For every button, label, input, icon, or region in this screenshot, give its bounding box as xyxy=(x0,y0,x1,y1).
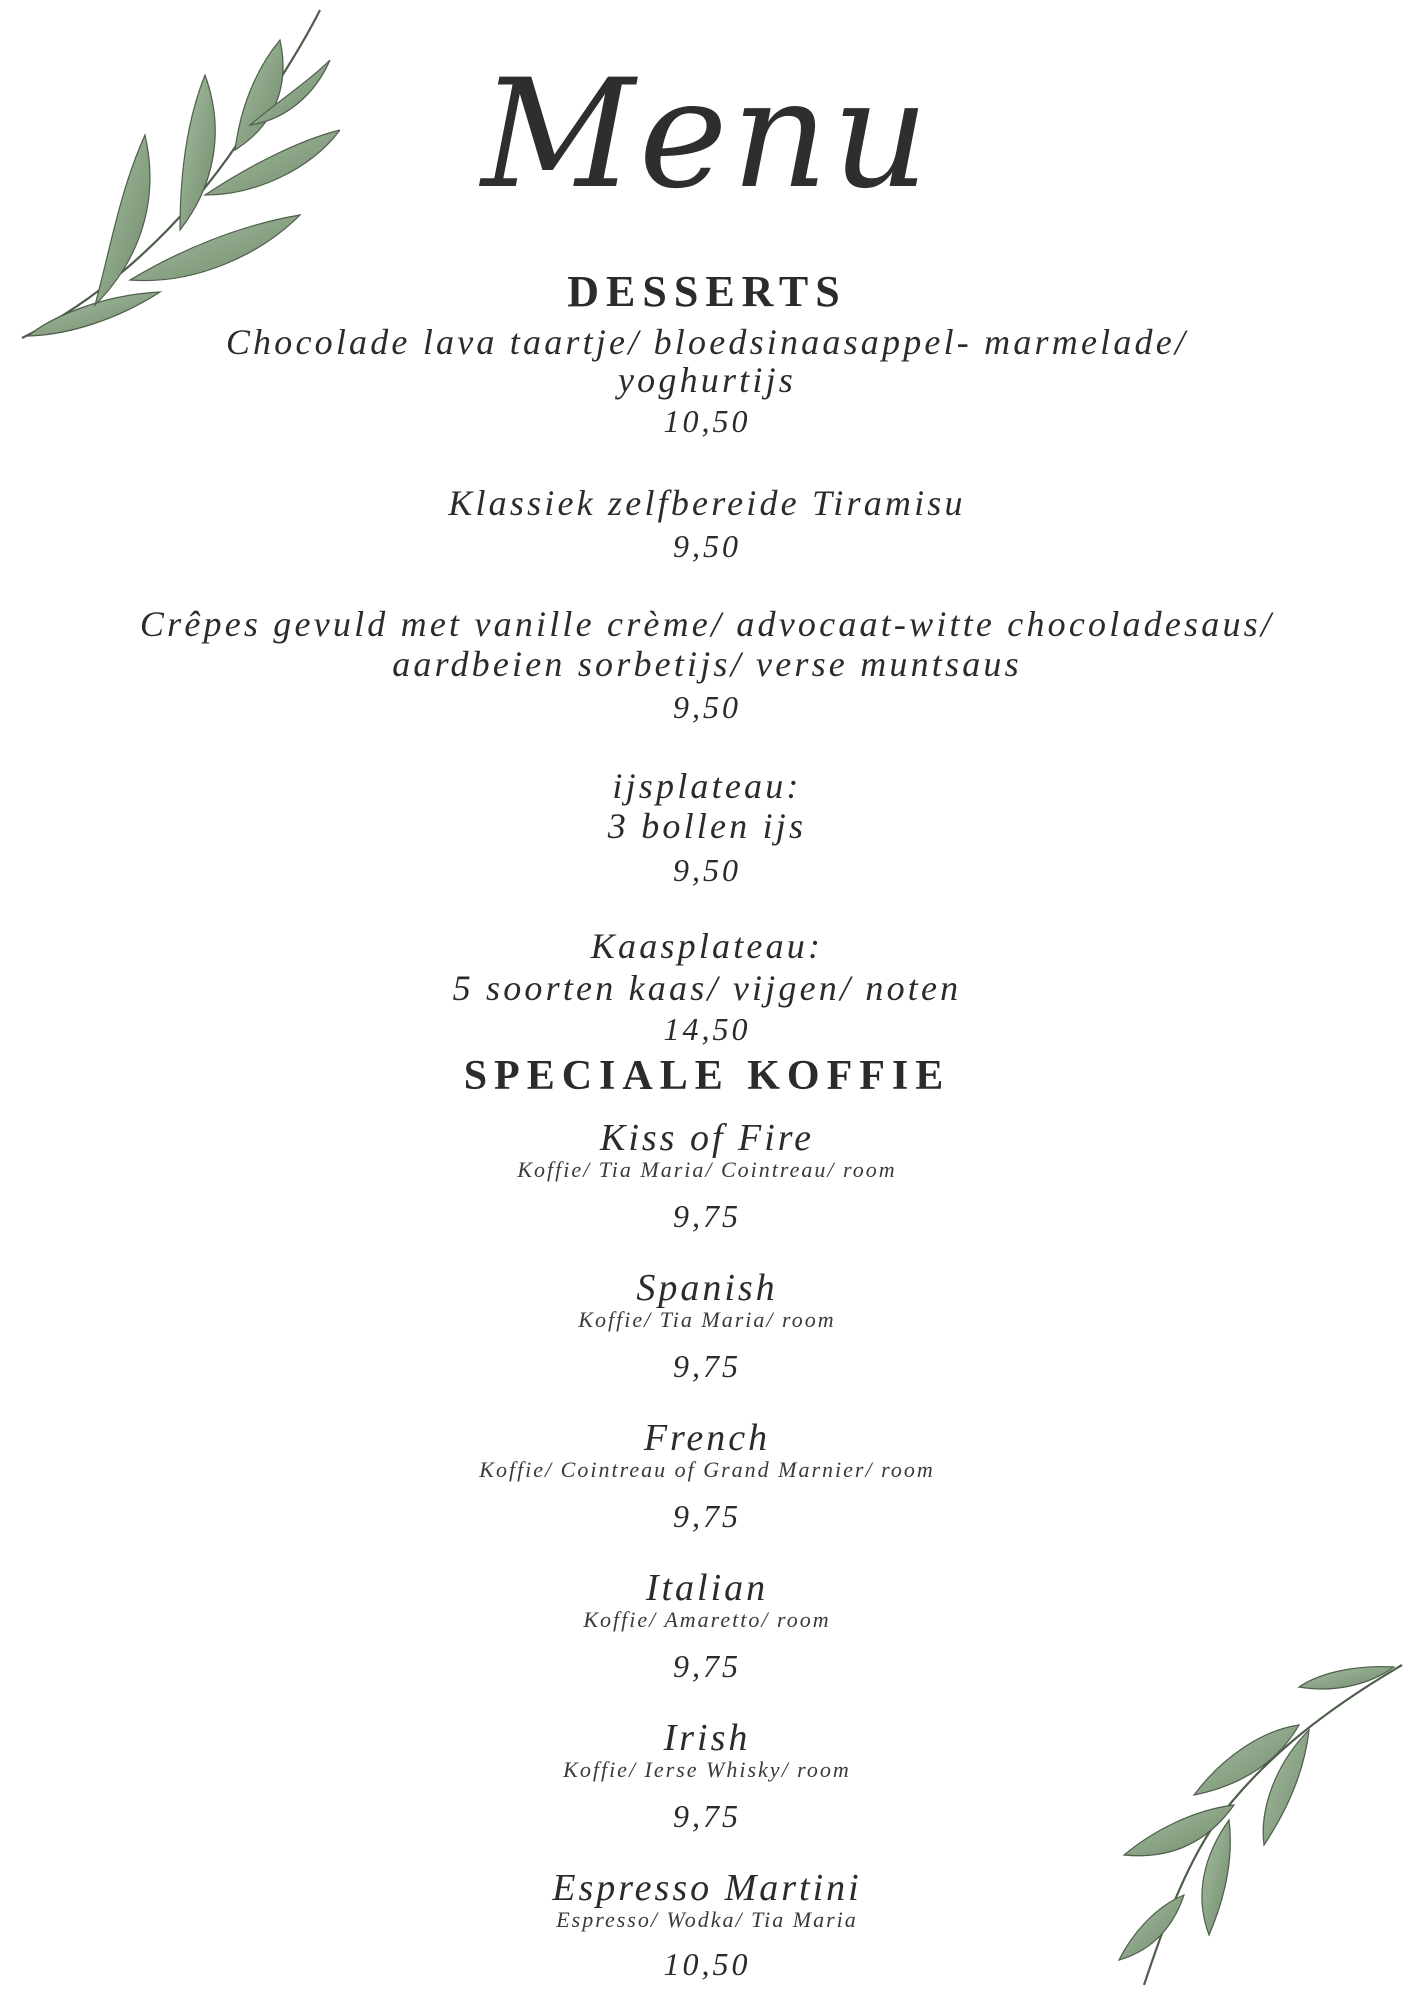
coffee-item-description: Koffie/ Amaretto/ room xyxy=(583,1607,831,1632)
coffee-item-description: Koffie/ Cointreau of Grand Marnier/ room xyxy=(479,1457,935,1482)
dessert-item-line: Crêpes gevuld met vanille crème/ advocaat-witte chocoladesaus/ xyxy=(139,604,1275,644)
dessert-item-line: ijsplateau: xyxy=(612,766,802,806)
dessert-item-price: 10,50 xyxy=(663,403,751,439)
dessert-item-line: 3 bollen ijs xyxy=(607,806,807,846)
coffee-item-name: Espresso Martini xyxy=(552,1867,862,1909)
coffee-item-price: 9,75 xyxy=(673,1798,741,1834)
coffee-item-price: 9,75 xyxy=(673,1498,741,1534)
dessert-item-line: aardbeien sorbetijs/ verse muntsaus xyxy=(392,644,1022,684)
coffee-item-price: 9,75 xyxy=(673,1198,741,1234)
section-heading-desserts: DESSERTS xyxy=(567,267,847,316)
coffee-item-name: Irish xyxy=(663,1717,751,1759)
coffee-item-name: French xyxy=(643,1417,771,1459)
coffee-item-price: 9,75 xyxy=(673,1648,741,1684)
dessert-item-price: 9,50 xyxy=(673,528,741,564)
dessert-item-line: yoghurtijs xyxy=(617,360,796,400)
coffee-item-description: Koffie/ Tia Maria/ room xyxy=(578,1307,836,1332)
dessert-item-line: Chocolade lava taartje/ bloedsinaasappel- marmelade/ xyxy=(225,322,1189,362)
dessert-item-line: Kaasplateau: xyxy=(590,926,824,966)
coffee-item-name: Italian xyxy=(645,1567,769,1609)
dessert-item-line: 5 soorten kaas/ vijgen/ noten xyxy=(452,968,962,1008)
coffee-item-description: Koffie/ Ierse Whisky/ room xyxy=(563,1757,851,1782)
page-title: Menu xyxy=(481,48,933,222)
coffee-item-description: Espresso/ Wodka/ Tia Maria xyxy=(556,1907,858,1932)
coffee-item-description: Koffie/ Tia Maria/ Cointreau/ room xyxy=(517,1157,897,1182)
dessert-item-price: 9,50 xyxy=(673,689,741,725)
section-heading-coffee: SPECIALE KOFFIE xyxy=(463,1053,951,1099)
coffee-item-name: Kiss of Fire xyxy=(599,1117,815,1159)
dessert-item-price: 9,50 xyxy=(673,852,741,888)
coffee-item-price: 9,75 xyxy=(673,1348,741,1384)
coffee-item-price: 10,50 xyxy=(663,1946,751,1982)
dessert-item-price: 14,50 xyxy=(663,1011,751,1047)
coffee-item-name: Spanish xyxy=(636,1267,778,1309)
dessert-item-line: Klassiek zelfbereide Tiramisu xyxy=(448,483,966,523)
